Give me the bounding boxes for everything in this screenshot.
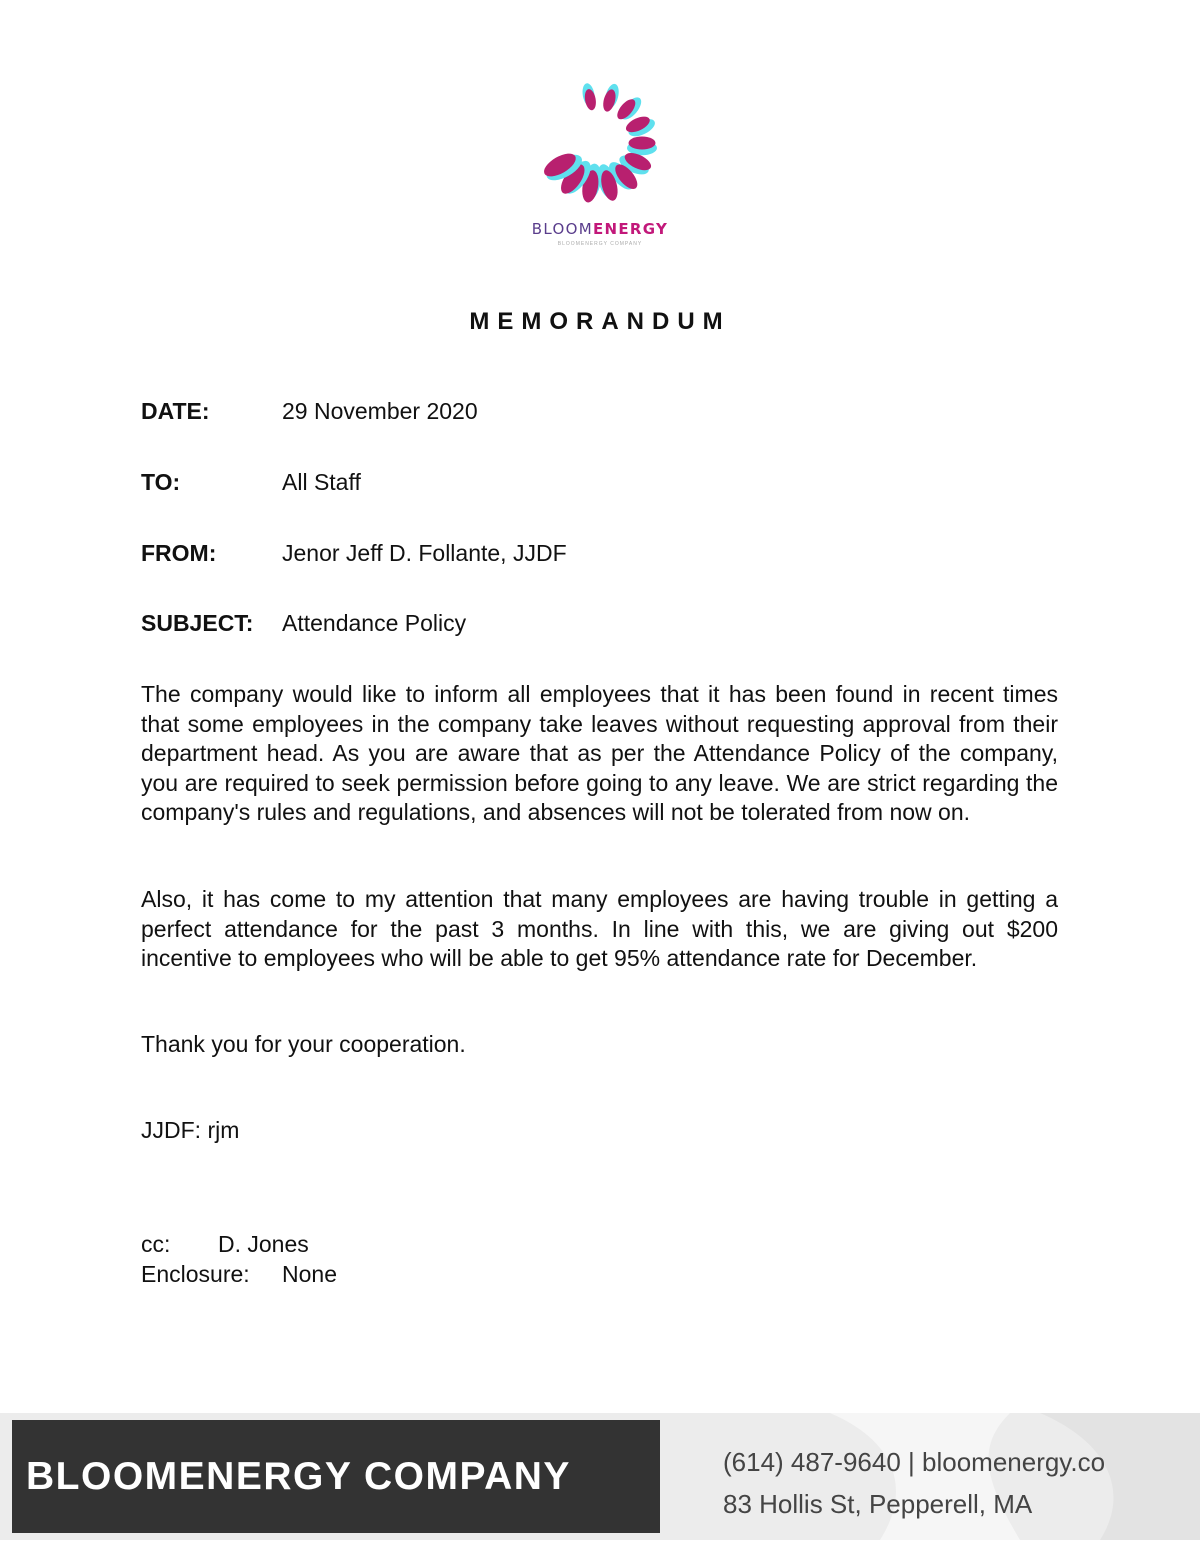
cc-value: D. Jones — [218, 1231, 309, 1257]
logo-wordmark-part1: BLOOM — [531, 220, 593, 238]
cc-label: cc: — [141, 1231, 171, 1257]
logo-wordmark — [470, 220, 730, 238]
memo-title: MEMORANDUM — [469, 308, 731, 335]
logo-wordmark-part2: ENERGY — [592, 220, 669, 238]
closing-line: Thank you for your cooperation. — [141, 1031, 466, 1057]
footer-contact: (614) 487-9640 | bloomenergy.co — [723, 1447, 1106, 1477]
body-paragraph-1: The company would like to inform all employees that it has been found in recent times that some employees in the company take leaves without requesting approval from their department head. As you are aware that as per the Attendance Policy of the company, you are required to seek permission before going to any leave. We are strict regarding the company's rules and regulations, and absences will not be tolerated from now on. — [141, 681, 1058, 825]
footer-contact-block — [723, 1441, 1105, 1525]
subject-value: Attendance Policy — [282, 610, 467, 636]
to-value: All Staff — [282, 469, 361, 495]
reference-initials: JJDF: rjm — [141, 1117, 240, 1143]
date-label: DATE: — [141, 398, 210, 424]
from-value: Jenor Jeff D. Follante, JJDF — [282, 540, 567, 566]
cc-line — [141, 1231, 309, 1258]
logo-tagline: BLOOMENERGY COMPANY — [557, 241, 643, 247]
bloom-flower-icon — [518, 75, 683, 215]
company-logo — [470, 55, 730, 280]
to-label: TO: — [141, 469, 181, 495]
enclosure-line — [141, 1261, 337, 1288]
subject-label: SUBJECT: — [141, 610, 254, 636]
date-value: 29 November 2020 — [282, 398, 478, 424]
enclosure-label: Enclosure: — [141, 1261, 250, 1287]
logo-petal-dark — [629, 137, 656, 150]
from-label: FROM: — [141, 540, 217, 566]
footer-address: 83 Hollis St, Pepperell, MA — [723, 1489, 1033, 1519]
enclosure-value: None — [282, 1261, 337, 1287]
footer-banner — [0, 1413, 1200, 1540]
body-paragraph-2: Also, it has come to my attention that many employees are having trouble in getting a perfect attendance for the past 3 months. In line with this, we are giving out $200 incentive to employees who will be able to get 95% attendance rate for December. — [141, 886, 1058, 971]
footer-company-name: BLOOMENERGY COMPANY — [12, 1420, 660, 1533]
